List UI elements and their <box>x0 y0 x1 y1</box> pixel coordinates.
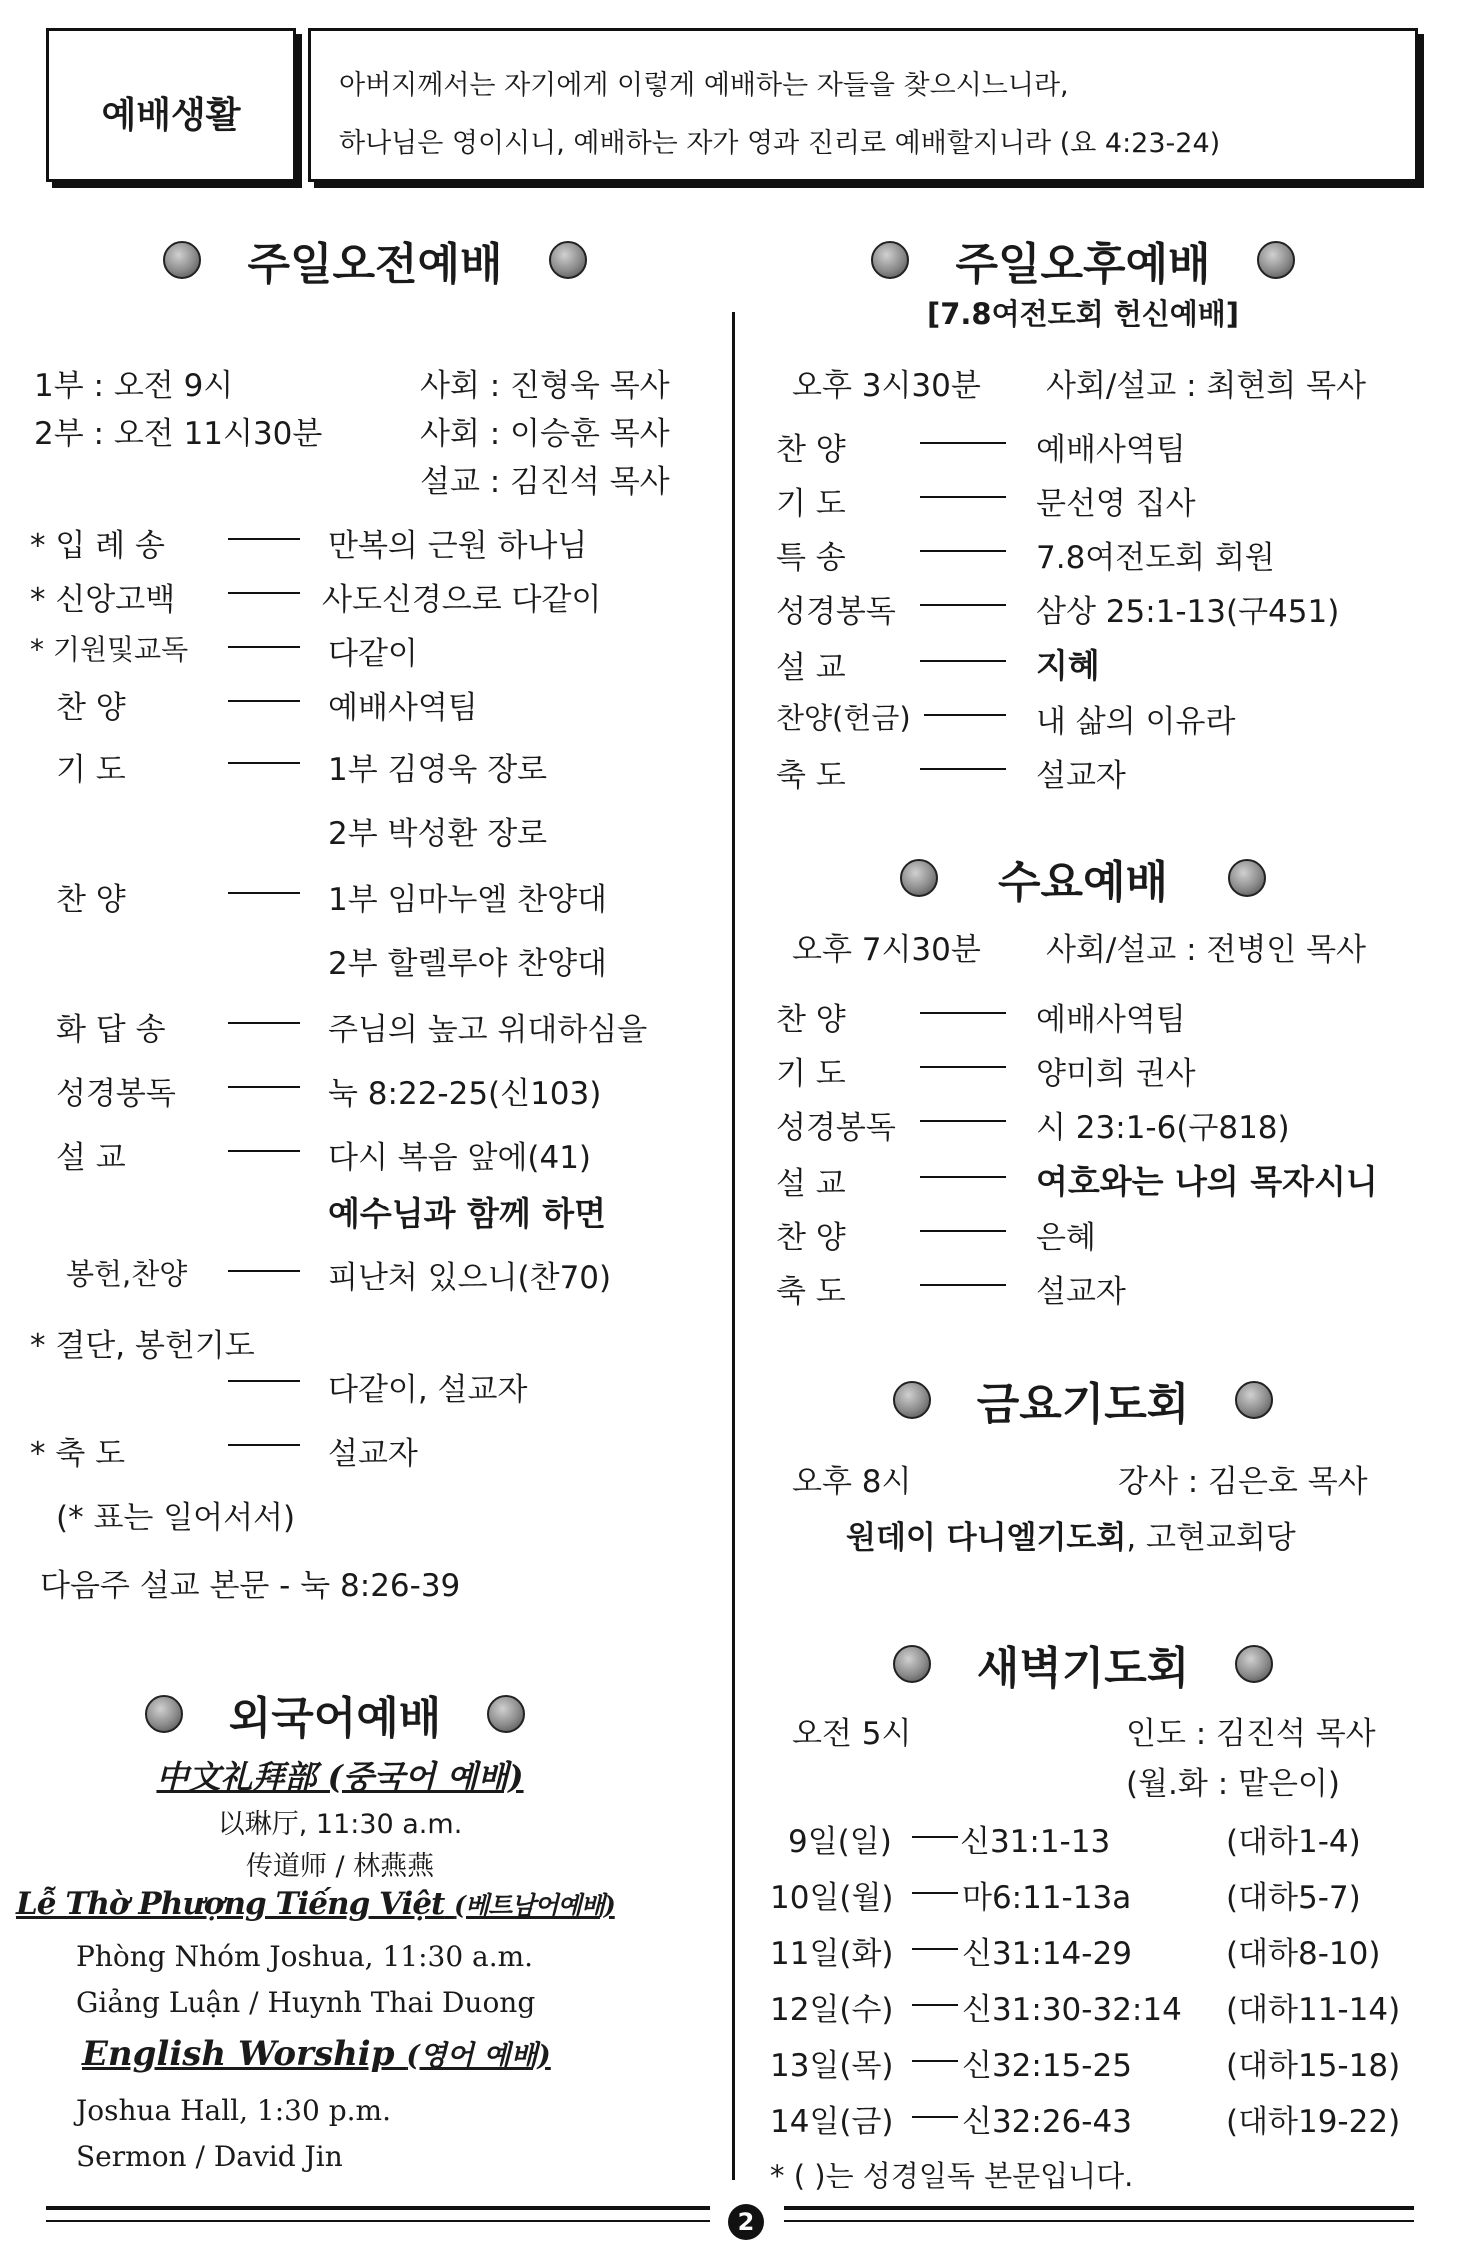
leader-line <box>912 2004 958 2006</box>
order-value: 다시 복음 앞에(41) <box>328 1140 592 1176</box>
dawn-ref: (대하5-7) <box>1226 1880 1361 1916</box>
header-title-box <box>46 28 296 182</box>
leader-line <box>228 646 300 648</box>
leader-line <box>912 2060 958 2062</box>
page-number: 2 <box>728 2204 764 2240</box>
dawn-text: 신32:26-43 <box>962 2104 1132 2140</box>
order-value: 문선영 집사 <box>1036 486 1196 522</box>
dawn-day: 12일(수) <box>770 1992 894 2028</box>
dawn-time: 오전 5시 <box>792 1716 912 1752</box>
dawn-leader-note: (월.화 : 맡은이) <box>1126 1766 1340 1802</box>
dawn-ref: (대하19-22) <box>1226 2104 1401 2140</box>
leader-line <box>920 660 1006 662</box>
bullet-icon <box>1257 241 1295 279</box>
chinese-line-2: 传道师 / 林燕燕 <box>245 1851 435 1882</box>
section-sunday-morning-title <box>150 230 600 290</box>
order-value: 만복의 근원 하나님 <box>328 528 588 564</box>
vietnamese-line-2: Giảng Luận / Huynh Thai Duong <box>76 1986 536 2019</box>
section-title-text: 수요예배 <box>997 857 1168 908</box>
dawn-day: 13일(목) <box>770 2048 894 2084</box>
dawn-text: 마6:11-13a <box>962 1880 1132 1916</box>
header-verse-box <box>308 28 1418 182</box>
order-label: 찬 양 <box>776 432 846 468</box>
english-title-text: English Worship <box>82 2034 395 2074</box>
chinese-line-1: 以琳厅, 11:30 a.m. <box>217 1809 463 1840</box>
bullet-icon <box>549 241 587 279</box>
order-label: 찬양(헌금) <box>776 701 911 735</box>
friday-place-name: 원데이 다니엘기도회 <box>846 1520 1127 1556</box>
dawn-text: 신31:14-29 <box>962 1936 1132 1972</box>
order-label: 봉헌,찬양 <box>66 1257 188 1291</box>
leader-line <box>912 1892 958 1894</box>
bullet-icon <box>871 241 909 279</box>
kyeoldan-label: * 결단, 봉헌기도 <box>30 1328 255 1364</box>
order-label: 축 도 <box>776 1274 846 1310</box>
dawn-ref: (대하11-14) <box>1226 1992 1401 2028</box>
friday-time: 오후 8시 <box>792 1464 912 1500</box>
leader-line <box>228 1086 300 1088</box>
sermon-title: 예수님과 함께 하면 <box>328 1194 607 1233</box>
english-title-korean: (영어 예배) <box>406 2039 551 2072</box>
order-label: * 신앙고백 <box>30 582 176 618</box>
leader-line <box>228 1380 300 1382</box>
bullet-icon <box>893 1381 931 1419</box>
footer-rule-right <box>784 2206 1414 2210</box>
order-value: 설교자 <box>1036 1274 1126 1310</box>
bullet-icon <box>900 859 938 897</box>
leader-line <box>228 762 300 764</box>
friday-place <box>846 1512 1296 1557</box>
dawn-day: 11일(화) <box>770 1936 894 1972</box>
next-week-text: 다음주 설교 본문 - 눅 8:26-39 <box>40 1568 461 1604</box>
dawn-day: 9일(일) <box>788 1824 892 1860</box>
dawn-text: 신32:15-25 <box>962 2048 1132 2084</box>
footer-rule-left-thin <box>46 2220 710 2222</box>
section-title-text: 주일오후예배 <box>955 239 1211 290</box>
order-label: 성경봉독 <box>56 1076 176 1112</box>
order-value: 삼상 25:1-13(구451) <box>1036 594 1340 630</box>
order-value: 2부 할렐루야 찬양대 <box>328 946 607 982</box>
order-label: 성경봉독 <box>776 594 896 630</box>
order-label: 설 교 <box>56 1140 126 1176</box>
service1-time: 1부 : 오전 9시 <box>34 368 234 404</box>
leader-line <box>920 496 1006 498</box>
order-value: 사도신경으로 다같이 <box>322 582 602 618</box>
leader-line <box>228 592 300 594</box>
bullet-icon <box>163 241 201 279</box>
leader-line <box>912 1836 958 1838</box>
english-title <box>82 2034 551 2074</box>
leader-line <box>920 1120 1006 1122</box>
section-friday-title <box>858 1370 1308 1430</box>
leader-line <box>920 442 1006 444</box>
footer-rule-left <box>46 2206 710 2210</box>
leader-line <box>920 768 1006 770</box>
wednesday-time: 오후 7시30분 <box>792 932 981 968</box>
preacher: 설교 : 김진석 목사 <box>420 464 670 500</box>
order-label: 찬 양 <box>776 1002 846 1038</box>
header-verse <box>339 57 1220 173</box>
bullet-icon <box>1235 1381 1273 1419</box>
leader-line <box>912 2116 958 2118</box>
order-value: 피난처 있으니(찬70) <box>328 1260 612 1296</box>
section-sunday-afternoon-title <box>858 230 1308 290</box>
leader-line <box>920 1176 1006 1178</box>
order-label: 찬 양 <box>56 690 126 726</box>
order-value: 설교자 <box>1036 758 1126 794</box>
english-line-1: Joshua Hall, 1:30 p.m. <box>76 2094 391 2127</box>
bullet-icon <box>893 1645 931 1683</box>
section-title-text: 외국어예배 <box>228 1693 442 1744</box>
benediction-label: * 축 도 <box>30 1436 126 1472</box>
vietnamese-title <box>16 1886 615 1922</box>
order-value: 1부 김영욱 장로 <box>328 752 548 788</box>
leader-line <box>920 1066 1006 1068</box>
dawn-ref: (대하15-18) <box>1226 2048 1401 2084</box>
service2-host: 사회 : 이승훈 목사 <box>420 416 670 452</box>
leader-line <box>924 714 1006 716</box>
leader-line <box>228 538 300 540</box>
bullet-icon <box>145 1695 183 1733</box>
column-divider <box>732 312 735 2180</box>
order-label: 찬 양 <box>56 882 126 918</box>
order-label: * 기원및교독 <box>30 633 189 666</box>
order-label: 특 송 <box>776 540 846 576</box>
standing-note: (* 표는 일어서서) <box>56 1500 296 1536</box>
header-title: 예배생활 <box>101 95 241 136</box>
afternoon-sermon-title: 지혜 <box>1036 646 1100 685</box>
dawn-leader: 인도 : 김진석 목사 <box>1126 1716 1376 1752</box>
chinese-title: 中文礼拜部 (중국어 예배) <box>156 1758 524 1796</box>
order-label: 성경봉독 <box>776 1110 896 1146</box>
order-label: 축 도 <box>776 758 846 794</box>
order-label: 기 도 <box>776 486 846 522</box>
order-value: 2부 박성환 장로 <box>328 816 548 852</box>
dawn-note: * ( )는 성경일독 본문입니다. <box>770 2159 1134 2193</box>
wednesday-host: 사회/설교 : 전병인 목사 <box>1046 932 1366 968</box>
order-label: 기 도 <box>776 1056 846 1092</box>
section-title-text: 금요기도회 <box>976 1379 1190 1430</box>
order-value: 내 삶의 이유라 <box>1036 704 1236 740</box>
section-wednesday-title <box>858 848 1308 908</box>
afternoon-time: 오후 3시30분 <box>792 368 981 404</box>
leader-line <box>920 550 1006 552</box>
dawn-ref: (대하1-4) <box>1226 1824 1361 1860</box>
benediction-value: 설교자 <box>328 1436 418 1472</box>
dawn-day: 10일(월) <box>770 1880 894 1916</box>
leader-line <box>228 1270 300 1272</box>
friday-speaker: 강사 : 김은호 목사 <box>1118 1464 1368 1500</box>
order-label: 기 도 <box>56 752 126 788</box>
order-value: 양미희 권사 <box>1036 1056 1196 1092</box>
order-value: 7.8여전도회 회원 <box>1036 540 1275 576</box>
order-value: 주님의 높고 위대하심을 <box>328 1012 648 1048</box>
afternoon-host: 사회/설교 : 최현희 목사 <box>1046 368 1366 404</box>
afternoon-subtitle: [7.8여전도회 헌신예배] <box>926 297 1240 331</box>
section-dawn-title <box>858 1634 1308 1694</box>
order-value: 예배사역팀 <box>328 690 478 726</box>
leader-line <box>920 604 1006 606</box>
leader-line <box>912 1948 958 1950</box>
section-title-text: 새벽기도회 <box>976 1643 1190 1694</box>
vietnamese-line-1: Phòng Nhóm Joshua, 11:30 a.m. <box>76 1940 534 1973</box>
verse-line-2: 하나님은 영이시니, 예배하는 자가 영과 진리로 예배할지니라 (요 4:23-24) <box>339 128 1221 159</box>
section-title-text: 주일오전예배 <box>247 239 503 290</box>
dawn-text: 신31:30-32:14 <box>962 1992 1182 2028</box>
order-value: 은혜 <box>1036 1220 1096 1256</box>
order-value: 예배사역팀 <box>1036 1002 1186 1038</box>
dawn-ref: (대하8-10) <box>1226 1936 1381 1972</box>
order-value: 눅 8:22-25(신103) <box>328 1076 602 1112</box>
leader-line <box>228 1150 300 1152</box>
leader-line <box>920 1012 1006 1014</box>
footer-rule-right-thin <box>784 2220 1414 2222</box>
order-value: 다같이 <box>328 636 418 672</box>
dawn-day: 14일(금) <box>770 2104 894 2140</box>
leader-line <box>920 1284 1006 1286</box>
order-label: 설 교 <box>776 650 846 686</box>
leader-line <box>228 892 300 894</box>
order-label: * 입 례 송 <box>30 528 165 564</box>
order-value: 1부 임마누엘 찬양대 <box>328 882 607 918</box>
wednesday-sermon-title: 여호와는 나의 목자시니 <box>1036 1162 1378 1201</box>
bullet-icon <box>487 1695 525 1733</box>
friday-place-venue: , 고현교회당 <box>1126 1520 1296 1556</box>
service2-time: 2부 : 오전 11시30분 <box>34 416 323 452</box>
bullet-icon <box>1235 1645 1273 1683</box>
leader-line <box>228 1022 300 1024</box>
dawn-text: 신31:1-13 <box>960 1824 1111 1860</box>
section-foreign-title <box>110 1684 560 1744</box>
vietnamese-title-korean: (베트남어예배) <box>454 1891 615 1920</box>
service1-host: 사회 : 진형욱 목사 <box>420 368 670 404</box>
order-value: 시 23:1-6(구818) <box>1036 1110 1290 1146</box>
kyeoldan-value: 다같이, 설교자 <box>328 1372 528 1408</box>
order-label: 찬 양 <box>776 1220 846 1256</box>
bullet-icon <box>1228 859 1266 897</box>
order-label: 화 답 송 <box>56 1012 166 1048</box>
order-label: 설 교 <box>776 1166 846 1202</box>
leader-line <box>228 700 300 702</box>
leader-line <box>920 1230 1006 1232</box>
english-line-2: Sermon / David Jin <box>76 2140 343 2173</box>
order-value: 예배사역팀 <box>1036 432 1186 468</box>
vietnamese-title-text: Lễ Thờ Phượng Tiếng Việt <box>16 1886 445 1922</box>
verse-line-1: 아버지께서는 자기에게 이렇게 예배하는 자들을 찾으시느니라, <box>339 70 1069 101</box>
leader-line <box>228 1444 300 1446</box>
